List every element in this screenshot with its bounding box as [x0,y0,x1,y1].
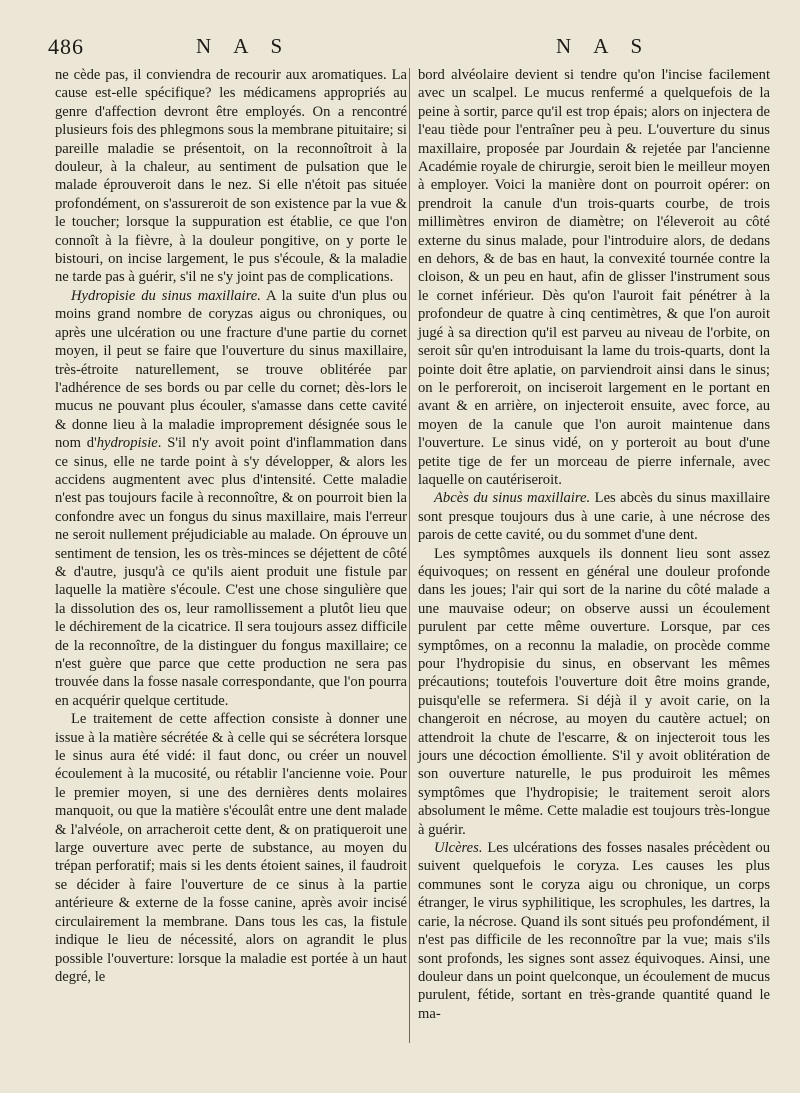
paragraph-text: Les abcès du sinus maxillaire sont presque toujours dus à une carie, à une nécrose des parois de cette cavité, ou du sommet d'une dent. [418,490,771,544]
paragraph-text: A la suite d'un plus ou moins grand nombre de coryzas aigus ou chroniques, ou après une ulcération ou une fracture d'une partie du cornet moyen, il peut se faire que l'ouverture du sinus maxillaire, très-étroite naturellement, se trouve oblitérée par l'adhérence de ses bords ou par celle du cornet; dès-lors le mucus ne pouvant plus écouler, s'amasse dans cette cavité & donne lieu à la maladie improprement désignée sous le nom d' [55,287,408,452]
page-number: 486 [48,34,84,59]
paragraph-hydropisie [55,287,407,710]
paragraph-text: Les ulcérations des fosses nasales précèdent ou suivent quelquefois le coryza. Les causes les plus communes sont le coryza aigu ou chronique, un corps étranger, le virus syphilitique, les scrophules, les dartres, la carie, la nécrose. Quand ils sont situés peu profondément, il n'est pas difficile de les reconnoître par la vue; mais s'ils sont profonds, les signes sont assez équivoques. Ainsi, une douleur dans un point quelconque, un écoulement de mucus purulent, fétide, sortant en très-grande quantité quand le ma- [418,840,770,1022]
right-column [418,66,770,1023]
paragraph-ouverture: bord alvéolaire devient si tendre qu'on l'incise facilement avec un scalpel. Le mucus renfermé a quelquefois de la peine à sortir, parce qu'il est trop épais; alors on injectera de l'eau tiède pour l'entraîner peu à peu. L'ouverture du sinus maxillaire, proposée par Jourdain & rejetée par l'ancienne Académie royale de chirurgie, seroit bien le meilleur moyen à employer. Voici la manière dont on pourroit opérer: on prendroit la canule d'un trois-quarts courbe, de trois millimètres environ de diamètre; on l'éleveroit au côté externe du sinus malade, pour l'introduire alors, de dedans en dehors, & de bas en haut, la convexité tournée contre la cloison, & un peu en haut, afin de glisser l'instrument sous le cornet inférieur. Dès qu'on l'auroit fait pénétrer à la profondeur de quatre à cinq centimètres, & que l'on auroit jugé à sa direction qu'il est parveu au niveau de l'orbite, on seroit sûr qu'en introduisant la lame du trois-quarts, dont la pointe doit être aplatie, on parviendroit ainsi dans le sinus; on le perforeroit, on inciseroit largement en le portant en avant & en arrière, on injecteroit ensuite, avec force, au moyen de la canule que l'on auroit maintenue dans l'ouverture. Le sinus vidé, on y porteroit au bout d'une petite tige de fer un morceau de pierre infernale, avec laquelle on cautériseroit. [418,67,770,488]
paragraph-ulceres [418,839,770,1023]
left-column [55,66,407,986]
column-divider [409,68,410,1043]
paragraph-text: . S'il n'y avoit point d'inflammation dans ce sinus, elle ne tarde point à s'y développer, & alors les accidens augmentent avec plus d'intensité. Cette maladie n'est pas toujours facile à reconnoître, & on pourroit bien la confondre avec un fongus du sinus maxillaire, mais l'erreur ne seroit nullement préjudiciable au malade. On éprouve un sentiment de tension, les os très-minces se déjettent de côté & d'autre, jusqu'à ce qu'ils aient produit une fistule par laquelle la matière s'écoule. C'est une chose singulière que la dissolution des os, leur ramollissement a plutôt lieu que le déchirement de la cicatrice. Il sera toujours assez difficile de la reconnoître, de la distinguer du fongus maxillaire; ce n'est guère que parce que cette production ne sera pas trouvée dans la fosse nasale correspondante, que l'on pourra en acquérir quelque certitude. [55,435,407,709]
paragraph-phlegmons: ne cède pas, il conviendra de recourir aux aromatiques. La cause est-elle spécifique? les médicamens appropriés au genre d'affection devront être employés. On a rencontré plusieurs fois des phlegmons sous la membrane pituitaire; si pareille maladie se présentoit, on la reconnoîtroit à la douleur, à la chaleur, au sentiment de pulsation que le malade éprouveroit dans le nez. Si elle n'étoit pas située profondément, on s'assureroit de son existence par la vue & le toucher; lorsque la suppuration est établie, ce que l'on connoît à la fièvre, à la douleur pongitive, on y porte le bistouri, on incise largement, le pus s'écoule, & la maladie ne tarde pas à guérir, s'il ne s'y joint pas de complications. [55,67,407,286]
term-hydropisie: hydropisie [96,435,158,452]
running-head-right: N A S [556,34,652,58]
paragraph-abces [418,489,770,544]
section-heading-abces: Abcès du sinus maxillaire. [434,490,591,507]
paragraph-symptomes: Les symptômes auxquels ils donnent lieu sont assez équivoques; on ressent en général une douleur profonde dans les joues; l'air qui sort de la narine du côté malade a une mauvaise odeur; on observe aussi un écoulement purulent par cette même ouverture. Lorsque, par ces symptômes, on a reconnu la maladie, on procède comme pour l'hydropisie du sinus, en observant les mêmes précautions; toutefois l'ouverture doit être moins grande, puisqu'elle se refermera. Si déjà il y avoit carie, on la changeroit en nécrose, au moyen du cautère actuel; on attendroit la chute de l'escarre, & on injecteroit tous les jours une décoction émolliente. S'il y avoit oblitération de son ouverture naturelle, le pus produiroit les mêmes symptômes que l'hydropisie; le traitement seroit alors absolument le même. Cette maladie est toujours très-longue à guérir. [418,545,770,838]
paragraph-traitement: Le traitement de cette affection consiste à donner une issue à la matière sécrétée & à celle qui se sécrétera lorsque le sinus aura été vidé: il faut donc, ou créer un nouvel écoulement à la mucosité, ou rétablir l'ancienne voie. Pour le premier moyen, si une des dernières dents molaires manquoit, ou que la matière s'écoulât entre une dent malade & l'alvéole, on arracheroit cette dent, & on pratiqueroit une large ouverture avec perte de substance, au moyen du trépan perforatif; mais si les dents étoient saines, il faudroit se décider à faire l'ouverture de ce sinus à la partie antérieure & externe de la fosse canine, après avoir incisé circulairement la membrane. Dans tous les cas, la fistule indique le lieu de nécessité, alors on agrandit le plus possible l'ouverture: lorsque la maladie est portée à un haut degré, le [55,711,407,985]
page-header [48,34,760,64]
running-head-left: N A S [196,34,292,58]
section-heading-ulceres: Ulcères. [434,840,483,857]
section-heading-hydropisie: Hydropisie du sinus maxillaire. [71,287,261,304]
